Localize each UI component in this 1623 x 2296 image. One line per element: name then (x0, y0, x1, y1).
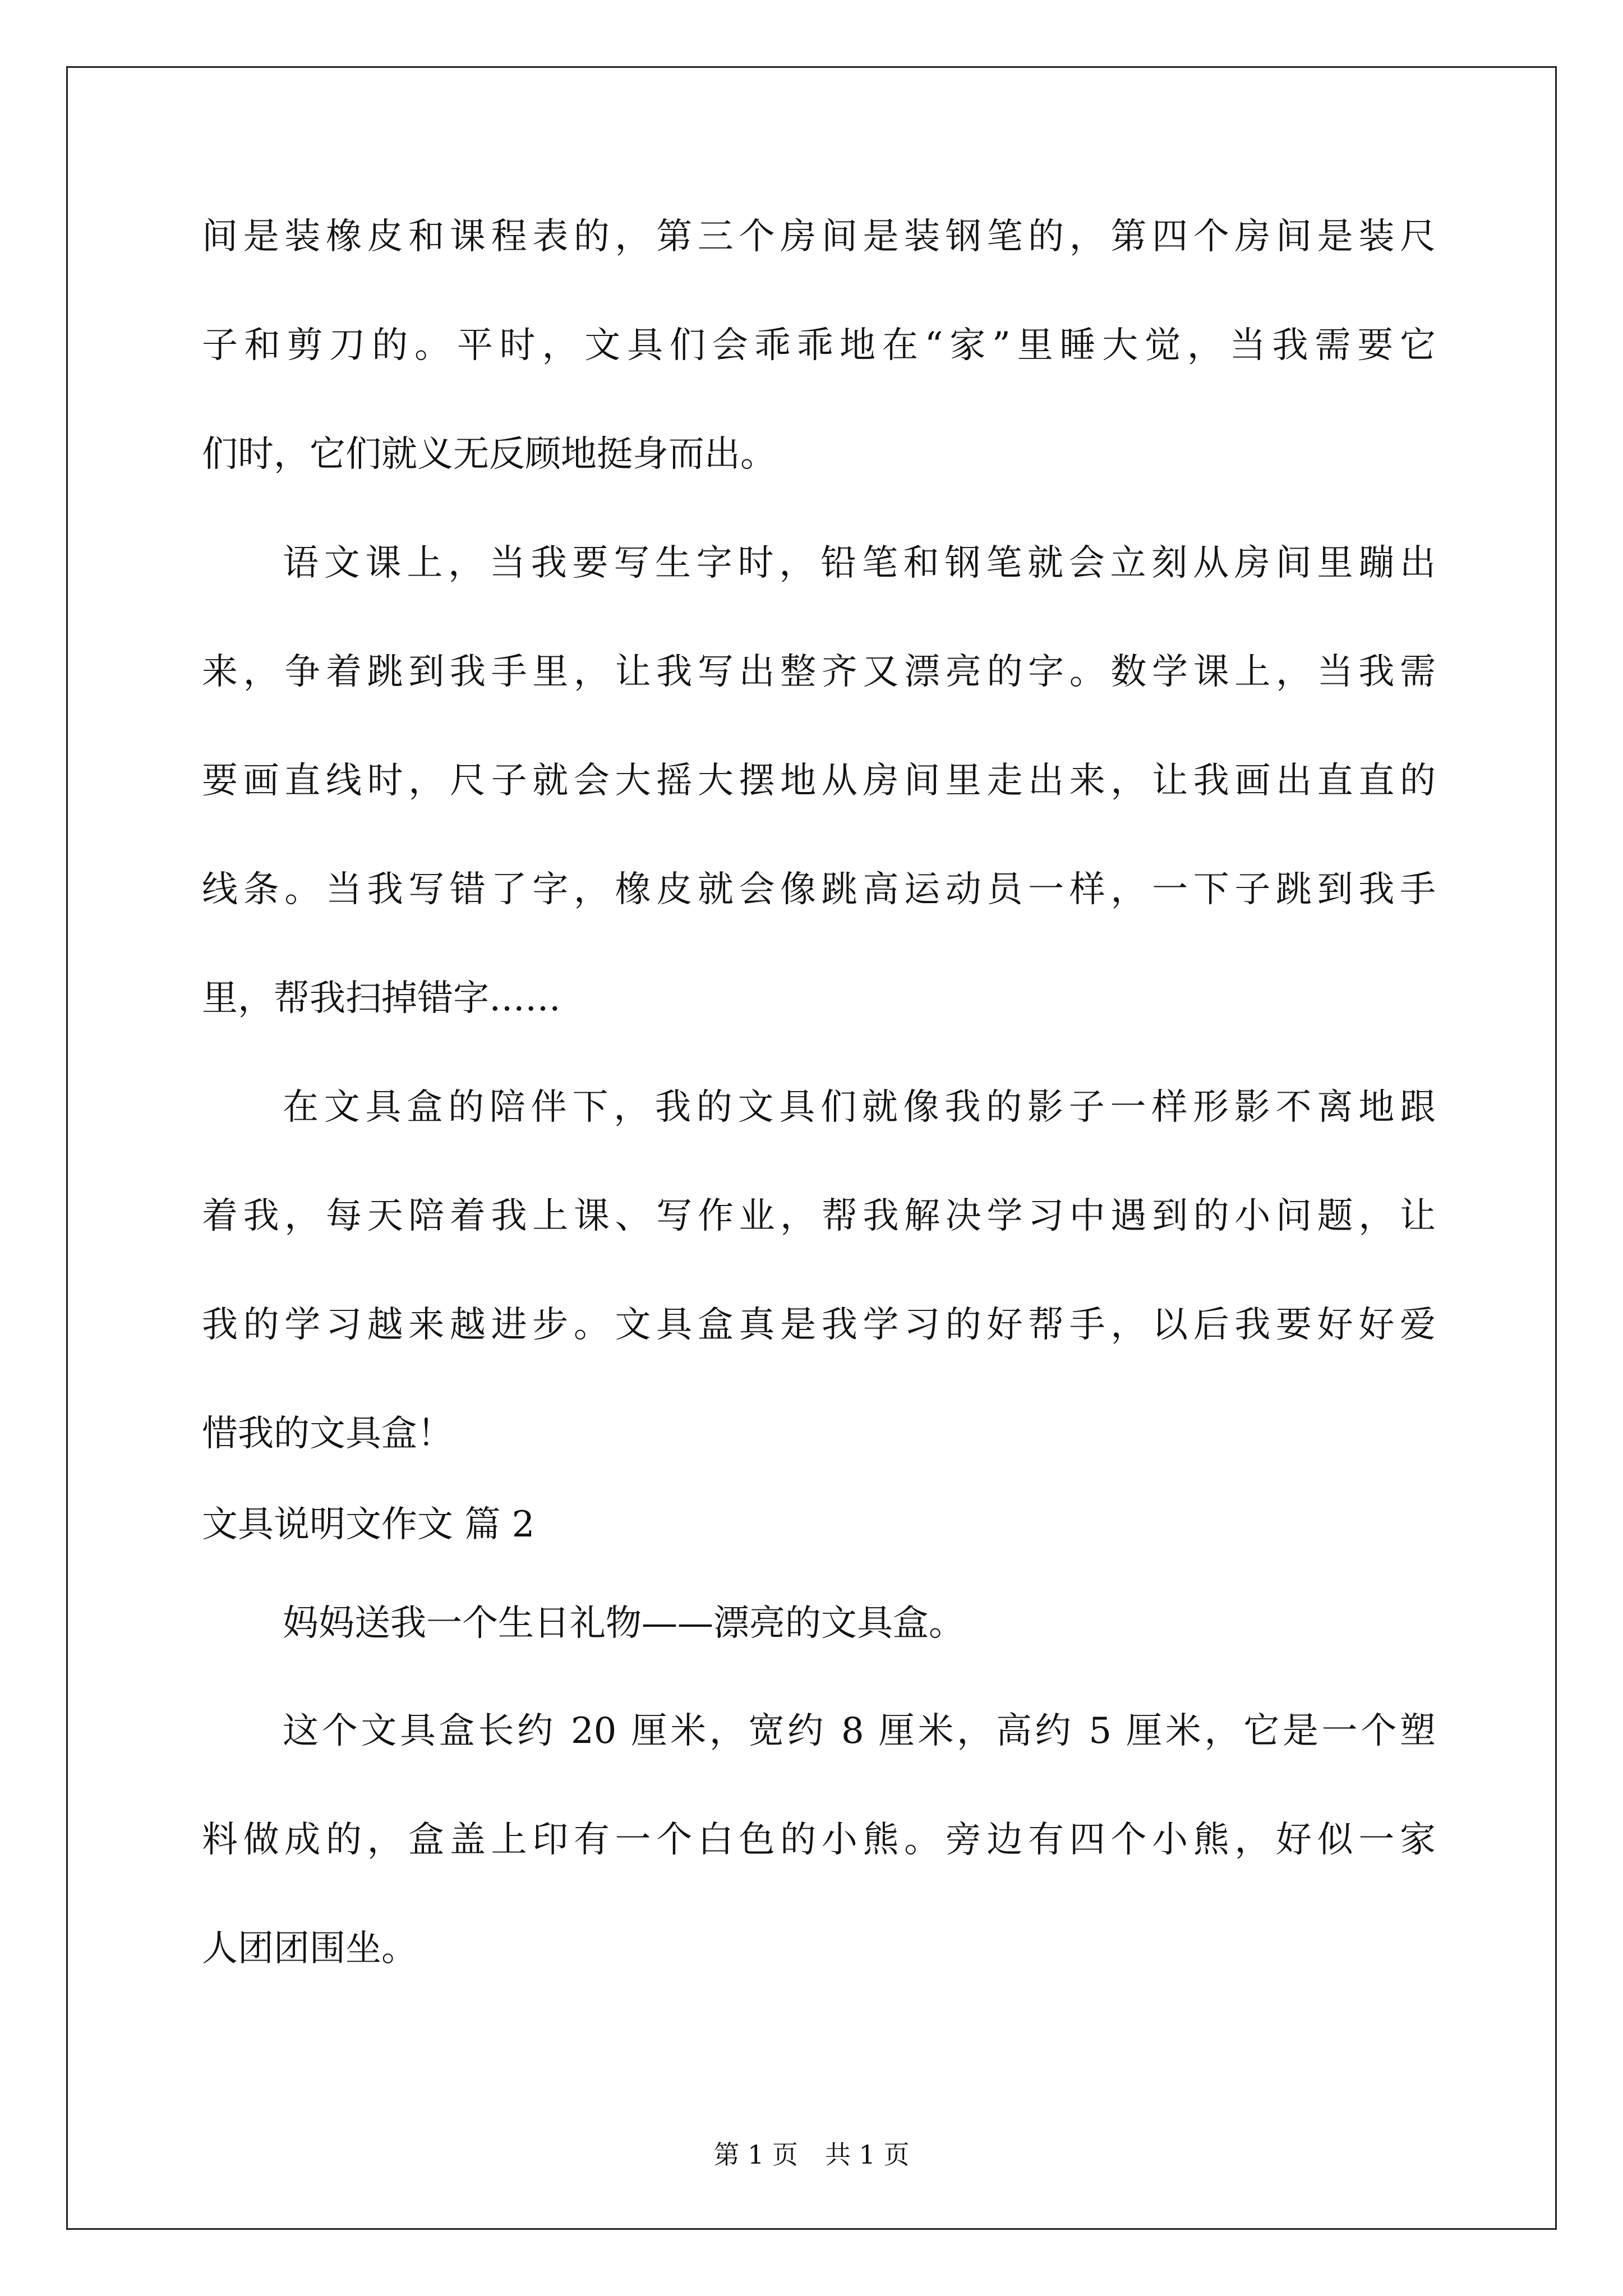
page-footer (0, 2139, 1623, 2170)
paragraph-line: 这个文具盒长约 20 厘米，宽约 8 厘米，高约 5 厘米，它是一个塑 (283, 1710, 1436, 1752)
page-number: 第 1 页 (713, 2139, 798, 2170)
page-border (66, 66, 1557, 2230)
section-heading: 文具说明文作文 篇 2 (202, 1504, 535, 1545)
paragraph-line: 人团团围坐。 (202, 1928, 417, 1970)
paragraph-line: 子和剪刀的。平时，文具们会乖乖地在“家”里睡大觉，当我需要它 (202, 325, 1436, 366)
paragraph-line: 来，争着跳到我手里，让我写出整齐又漂亮的字。数学课上，当我需 (202, 651, 1436, 693)
paragraph-line: 语文课上，当我要写生字时，铅笔和钢笔就会立刻从房间里蹦出 (283, 542, 1436, 584)
paragraph-line: 惜我的文具盒！ (202, 1413, 453, 1455)
paragraph-line: 们时，它们就义无反顾地挺身而出。 (202, 434, 776, 475)
page-total: 共 1 页 (825, 2139, 910, 2170)
paragraph-line: 里，帮我扫掉错字…… (202, 978, 561, 1019)
paragraph-line: 妈妈送我一个生日礼物——漂亮的文具盒。 (283, 1603, 965, 1644)
paragraph-line: 线条。当我写错了字，橡皮就会像跳高运动员一样，一下子跳到我手 (202, 869, 1436, 910)
paragraph-line: 我的学习越来越进步。文具盒真是我学习的好帮手，以后我要好好爱 (202, 1304, 1436, 1346)
paragraph-line: 料做成的，盒盖上印有一个白色的小熊。旁边有四个小熊，好似一家 (202, 1819, 1436, 1861)
paragraph-line: 间是装橡皮和课程表的，第三个房间是装钢笔的，第四个房间是装尺 (202, 216, 1436, 257)
paragraph-line: 要画直线时，尺子就会大摇大摆地从房间里走出来，让我画出直直的 (202, 760, 1436, 802)
paragraph-line: 着我，每天陪着我上课、写作业，帮我解决学习中遇到的小问题，让 (202, 1195, 1436, 1237)
paragraph-line: 在文具盒的陪伴下，我的文具们就像我的影子一样形影不离地跟 (283, 1087, 1436, 1128)
